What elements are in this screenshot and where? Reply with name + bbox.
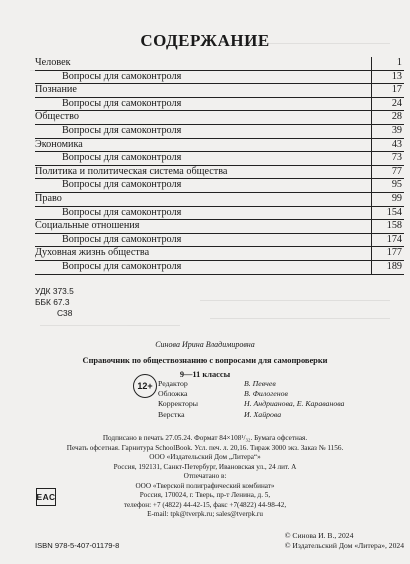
toc-row <box>35 125 404 139</box>
toc-label: Вопросы для самоконтроля <box>62 70 182 82</box>
credit-role: Обложка <box>158 389 188 399</box>
credit-row <box>158 399 344 409</box>
toc-row <box>35 207 404 221</box>
toc-page-number: 43 <box>391 138 402 150</box>
toc-row <box>35 193 404 207</box>
credit-name: В. Певчев <box>244 379 276 388</box>
toc-divider <box>371 247 372 261</box>
print-info-line: Подписано в печать 27.05.24. Формат 84×108¹/₃₂. Бумага офсетная. <box>102 434 308 442</box>
toc-page-number: 24 <box>391 97 402 109</box>
toc-row <box>35 247 404 261</box>
toc-divider <box>371 193 372 207</box>
author-name: Синова Ирина Владимировна <box>155 340 255 349</box>
toc-page-number: 99 <box>391 192 402 204</box>
credit-role: Корректоры <box>158 399 198 409</box>
toc-divider <box>371 234 372 248</box>
credit-name: И. Хайрова <box>244 409 282 419</box>
toc-row <box>35 84 404 98</box>
credit-role: Редактор <box>158 379 188 388</box>
toc-row <box>35 234 404 248</box>
copyright-block <box>285 531 404 551</box>
toc-label: Право <box>35 192 62 204</box>
toc-page-number: 28 <box>391 111 402 123</box>
toc-page-number: 1 <box>396 57 402 68</box>
toc-label: Политика и политическая система общества <box>35 165 228 177</box>
toc-row <box>35 220 404 234</box>
toc-label: Человек <box>35 57 71 68</box>
toc-label: Вопросы для самоконтроля <box>62 233 182 245</box>
toc-label: Духовная жизнь общества <box>35 247 150 259</box>
toc-divider <box>371 98 372 112</box>
toc-page-number: 77 <box>391 165 402 177</box>
toc-divider <box>371 179 372 193</box>
udk-code: УДК 373.5 <box>35 286 74 296</box>
toc-divider <box>371 139 372 153</box>
toc-page-number: 73 <box>391 152 402 164</box>
toc-page-number: 13 <box>391 70 402 82</box>
isbn: ISBN 978-5-407-01179-8 <box>35 541 120 550</box>
toc-page-number: 154 <box>386 206 402 218</box>
credit-role: Верстка <box>158 409 185 419</box>
print-info-line: ООО «Издательский Дом „Литера“» <box>149 453 261 462</box>
toc-label: Экономика <box>35 138 83 150</box>
toc-label: Общество <box>35 111 79 123</box>
toc-row <box>35 98 404 112</box>
toc-label: Вопросы для самоконтроля <box>62 124 182 136</box>
toc-divider <box>371 71 372 85</box>
toc-divider <box>371 84 372 98</box>
toc-page-number: 158 <box>386 220 402 232</box>
printer-info-line: Отпечатано в: <box>183 472 227 480</box>
printer-info-line: ООО «Тверской полиграфический комбинат» <box>135 481 275 490</box>
toc-divider <box>371 125 372 139</box>
toc-divider <box>371 166 372 180</box>
printer-info <box>0 472 410 520</box>
author-code: С38 <box>57 308 73 318</box>
toc-label: Вопросы для самоконтроля <box>62 260 182 272</box>
table-of-contents <box>35 57 404 275</box>
toc-page-number: 189 <box>386 260 402 272</box>
printer-info-line: E-mail: tpk@tverpk.ru; sales@tverpk.ru <box>147 510 263 519</box>
toc-divider <box>371 207 372 221</box>
bbk-code: ББК 67.3 <box>35 297 70 307</box>
book-title: Справочник по обществознанию с вопросами для самопроверки <box>82 356 328 365</box>
toc-row <box>35 179 404 193</box>
credit-name: Н. Андрианова, Е. Караванова <box>244 399 345 409</box>
grade-range: 9—11 классы <box>179 370 231 379</box>
print-info-line: Печать офсетная. Гарнитура SchoolBook. Усл. печ. л. 20,16. Тираж 3000 экз. Заказ № 1156. <box>66 443 344 452</box>
toc-label: Познание <box>35 84 77 96</box>
toc-page-number: 17 <box>391 84 402 96</box>
toc-row <box>35 57 404 71</box>
toc-divider <box>371 111 372 125</box>
credit-row <box>158 389 344 399</box>
toc-row <box>35 111 404 125</box>
credit-name: В. Филогенов <box>244 389 288 399</box>
toc-row <box>35 152 404 166</box>
print-info <box>0 434 410 472</box>
copyright-line: © Издательский Дом «Литера», 2024 <box>284 541 404 550</box>
print-info-line: Россия, 192131, Санкт-Петербург, Ивановская ул., 24 лит. А <box>113 462 297 471</box>
toc-label: Социальные отношения <box>35 220 140 232</box>
age-rating-badge: 12+ <box>133 374 157 398</box>
toc-divider <box>371 261 372 275</box>
toc-page-number: 39 <box>391 124 402 136</box>
toc-row <box>35 166 404 180</box>
toc-label: Вопросы для самоконтроля <box>62 179 182 191</box>
toc-divider <box>371 57 372 71</box>
toc-page-number: 174 <box>386 233 402 245</box>
toc-divider <box>371 220 372 234</box>
toc-label: Вопросы для самоконтроля <box>62 206 182 218</box>
page-title: СОДЕРЖАНИЕ <box>140 31 270 50</box>
toc-label: Вопросы для самоконтроля <box>62 152 182 164</box>
credits-list <box>158 379 344 420</box>
printer-info-line: телефон: +7 (4822) 44-42-15, факс +7(4822) 44-98-42, <box>123 500 287 509</box>
credit-row <box>158 379 344 389</box>
eac-mark-icon: ЕАС <box>36 488 56 506</box>
printer-info-line: Россия, 170024, г. Тверь, пр-т Ленина, д. 5, <box>139 491 271 500</box>
credit-row <box>158 410 344 420</box>
toc-divider <box>371 152 372 166</box>
toc-row <box>35 71 404 85</box>
classification-block <box>35 286 74 319</box>
toc-page-number: 95 <box>391 179 402 191</box>
copyright-line: © Синова И. В., 2024 <box>284 531 354 540</box>
toc-row <box>35 139 404 153</box>
toc-label: Вопросы для самоконтроля <box>62 97 182 109</box>
toc-page-number: 177 <box>386 247 402 259</box>
toc-row <box>35 261 404 275</box>
